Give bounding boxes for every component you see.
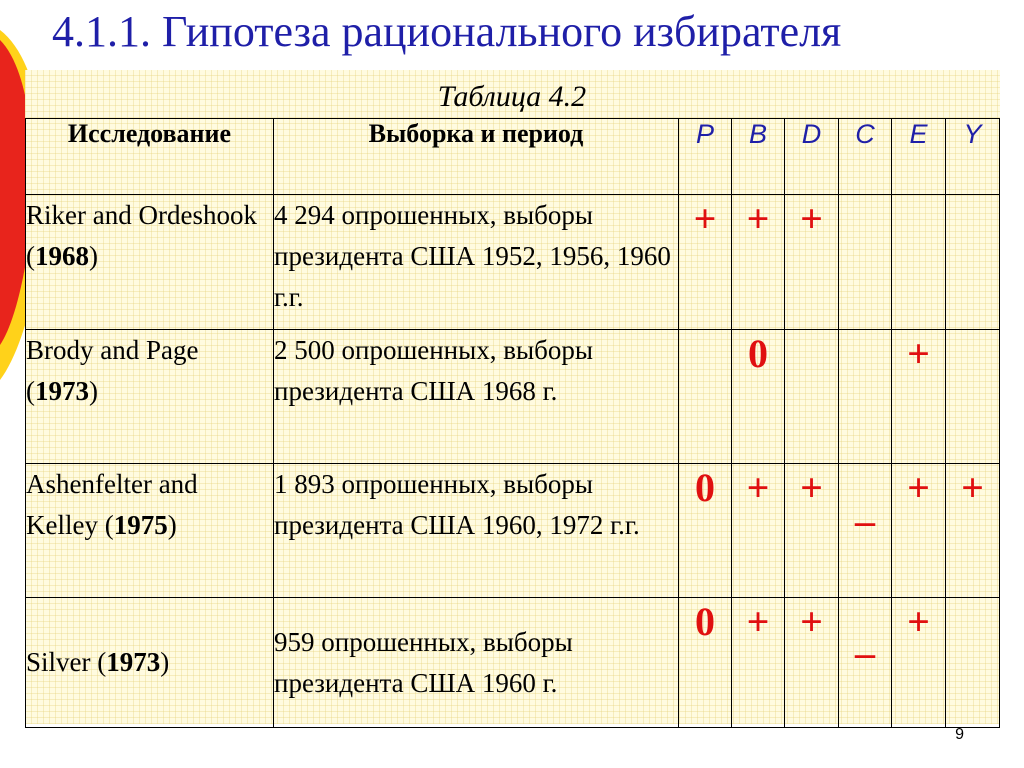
table-row bbox=[26, 598, 1000, 728]
mark-c: – bbox=[839, 464, 892, 598]
header-c: C bbox=[839, 119, 892, 195]
mark-p: 0 bbox=[679, 464, 732, 598]
mark-p: + bbox=[679, 195, 732, 330]
study-cell: Silver (1973) bbox=[26, 598, 274, 728]
mark-e bbox=[892, 195, 946, 330]
mark-c bbox=[839, 195, 892, 330]
header-p: P bbox=[679, 119, 732, 195]
study-cell: Brody and Page (1973) bbox=[26, 330, 274, 464]
mark-d: + bbox=[785, 195, 839, 330]
table-caption: Таблица 4.2 bbox=[437, 80, 587, 113]
study-cell: Ashenfelter and Kelley (1975) bbox=[26, 464, 274, 598]
header-study: Исследование bbox=[26, 119, 274, 195]
sample-cell: 1 893 опрошенных, выборы президента США 1960, 1972 г.г. bbox=[274, 464, 679, 598]
mark-e: + bbox=[892, 598, 946, 728]
header-b: B bbox=[732, 119, 785, 195]
study-cell: Riker and Ordeshook (1968) bbox=[26, 195, 274, 330]
header-sample: Выборка и период bbox=[274, 119, 679, 195]
table-row bbox=[26, 195, 1000, 330]
mark-d: + bbox=[785, 598, 839, 728]
mark-y: + bbox=[946, 464, 1000, 598]
sample-cell: 959 опрошенных, выборы президента США 1960 г. bbox=[274, 598, 679, 728]
header-y: Y bbox=[946, 119, 1000, 195]
mark-p bbox=[679, 330, 732, 464]
mark-d: + bbox=[785, 464, 839, 598]
mark-e: + bbox=[892, 330, 946, 464]
mark-d bbox=[785, 330, 839, 464]
mark-c: – bbox=[839, 598, 892, 728]
mark-p: 0 bbox=[679, 598, 732, 728]
header-e: E bbox=[892, 119, 946, 195]
mark-b: + bbox=[732, 195, 785, 330]
sample-cell: 4 294 опрошенных, выборы президента США 1952, 1956, 1960 г.г. bbox=[274, 195, 679, 330]
slide-title: 4.1.1. Гипотеза рационального избирателя bbox=[52, 7, 842, 56]
mark-e: + bbox=[892, 464, 946, 598]
mark-y bbox=[946, 598, 1000, 728]
page-number: 9 bbox=[955, 726, 964, 743]
table-row bbox=[26, 464, 1000, 598]
mark-b: + bbox=[732, 598, 785, 728]
header-row bbox=[26, 119, 1000, 195]
mark-b: + bbox=[732, 464, 785, 598]
mark-c bbox=[839, 330, 892, 464]
mark-y bbox=[946, 195, 1000, 330]
header-d: D bbox=[785, 119, 839, 195]
sample-cell: 2 500 опрошенных, выборы президента США 1968 г. bbox=[274, 330, 679, 464]
mark-y bbox=[946, 330, 1000, 464]
table-row bbox=[26, 330, 1000, 464]
results-table bbox=[25, 118, 1000, 728]
mark-b: 0 bbox=[732, 330, 785, 464]
